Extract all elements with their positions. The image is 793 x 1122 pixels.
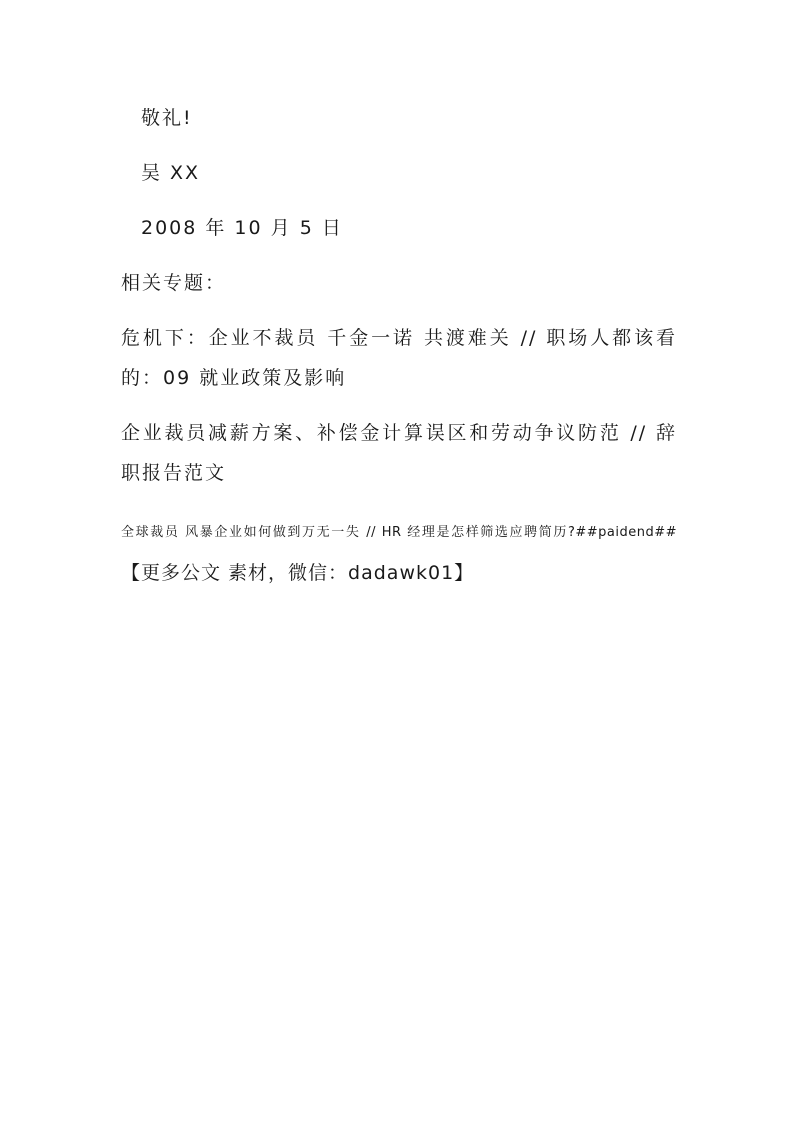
related-topics-promo-text: 【更多公文 素材，微信：dadawk01】 xyxy=(121,562,475,584)
related-topics-paragraph-1: 危机下：企业不裁员 千金一诺 共渡难关 // 职场人都该看的：09 就业政策及影响 xyxy=(121,327,677,389)
letter-signature: 吴 XX xyxy=(141,162,201,184)
related-heading: 相关专题： xyxy=(121,272,227,294)
related-topics-small-text: 全球裁员 风暴企业如何做到万无一失 // HR 经理是怎样筛选应聘简历?##paidend## xyxy=(121,525,677,540)
letter-closing: 敬礼! xyxy=(141,107,193,129)
letter-date: 2008 年 10 月 5 日 xyxy=(141,217,343,239)
related-topics-paragraph-3 xyxy=(121,510,677,593)
related-topics-paragraph-2: 企业裁员减薪方案、补偿金计算误区和劳动争议防范 // 辞职报告范文 xyxy=(121,422,677,484)
